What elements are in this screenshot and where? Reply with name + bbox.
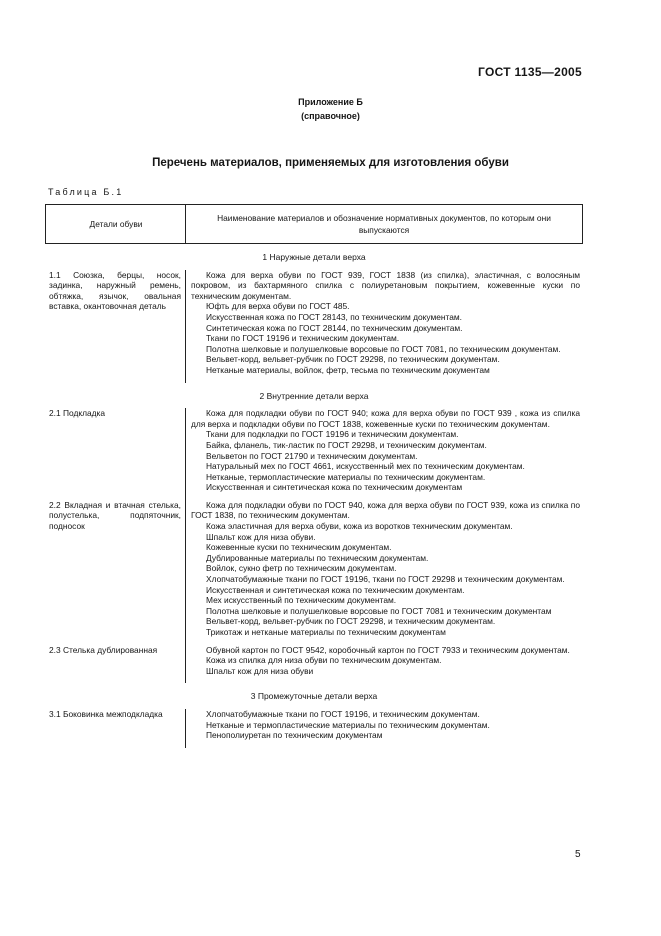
materials-cell: [185, 709, 583, 741]
section-heading: 3 Промежуточные детали верха: [45, 683, 583, 709]
material-item: Кожа для верха обуви по ГОСТ 939, ГОСТ 1838 (из спилка), эластичная, с волосяным покровом, из бахтармяного спилка с полиуретановым покрытием, кожевенные куски по техническим документам.: [191, 269, 580, 301]
column-header-materials-line: выпускаются: [358, 225, 410, 235]
material-item: Вельвет-корд, вельвет-рубчик по ГОСТ 29298, по техническим документам.: [206, 354, 500, 365]
part-name: 2.3 Стелька дублированная: [49, 644, 158, 655]
material-item: Нетканые и термопластические материалы по техническим документам.: [206, 719, 490, 730]
material-item: Ткани для подкладки по ГОСТ 19196 и техническим документам.: [206, 429, 459, 440]
material-item: Шпальт кож для низа обуви: [206, 665, 314, 676]
material-item: Пенополиуретан по техническим документам: [206, 730, 383, 741]
material-item: Натуральный мех по ГОСТ 4661, искусственный мех по техническим документам.: [206, 461, 525, 472]
material-item: Войлок, сукно фетр по техническим документам.: [206, 563, 397, 574]
column-header-materials-line: Наименование материалов и обозначение нормативных документов, по которым они: [217, 213, 551, 223]
material-item: Юфть для верха обуви по ГОСТ 485.: [206, 301, 350, 312]
material-item: Ткани по ГОСТ 19196 и техническим документам.: [206, 333, 400, 344]
table-row: [45, 645, 583, 677]
materials-cell: [185, 408, 583, 493]
materials-table: [45, 204, 583, 748]
material-item: Шпальт кож для низа обуви.: [206, 531, 316, 542]
materials-cell: [185, 500, 583, 638]
table-row: [45, 709, 583, 741]
material-item: Кожа из спилка для низа обуви по техническим документам.: [206, 655, 442, 666]
part-name: 3.1 Боковинка межподкладка: [49, 708, 163, 719]
material-item: Кожа для подкладки обуви по ГОСТ 940; кожа для верха обуви по ГОСТ 939 , кожа из спилка для верха и подкладки обуви по ГОСТ 1838, кожевенные куски по техническим документам.: [191, 408, 580, 429]
document-code: ГОСТ 1135—2005: [478, 65, 582, 79]
material-item: Нетканые, термопластические материалы по техническим документам.: [206, 471, 486, 482]
material-item: Нетканые материалы, войлок, фетр, тесьма по техническим документам: [206, 364, 490, 375]
material-item: Вельвет-корд, вельвет-рубчик по ГОСТ 29298, и техническим документам.: [206, 616, 496, 627]
material-item: Трикотаж и нетканые материалы по техническим документам: [206, 627, 446, 637]
material-item: Дублированные материалы по техническим документам.: [206, 552, 429, 563]
appendix-subtitle: (справочное): [301, 111, 360, 121]
table-caption: Таблица Б.1: [48, 187, 124, 197]
table-header: [45, 205, 583, 244]
column-header-parts-text: Детали обуви: [89, 218, 143, 229]
document-title: Перечень материалов, применяемых для изготовления обуви: [152, 157, 509, 169]
material-item: Кожевенные куски по техническим документам.: [206, 542, 392, 553]
material-item: Хлопчатобумажные ткани по ГОСТ 19196, ткани по ГОСТ 29298 и техническим документам.: [206, 574, 565, 585]
material-item: Обувной картон по ГОСТ 9542, коробочный картон по ГОСТ 7933 и техническим документам.: [206, 644, 570, 655]
page-number: 5: [575, 849, 581, 860]
materials-cell: [185, 645, 583, 677]
material-item: Искусственная и синтетическая кожа по техническим документам: [206, 482, 463, 493]
material-item: Искусственная и синтетическая кожа по техническим документам.: [206, 584, 465, 595]
table-row: [45, 408, 583, 493]
part-name: 1.1 Союзка, берцы, носок, задинка, наружный ремень, обтяжка, язычок, овальная вставка, окантовочная деталь: [49, 269, 181, 312]
materials-cell: [185, 270, 583, 376]
table-row: [45, 500, 583, 638]
material-item: Кожа для подкладки обуви по ГОСТ 940, кожа для верха обуви по ГОСТ 939, кожа из спилка по ГОСТ 1838, по техническим документам.: [191, 499, 580, 521]
column-header-materials: [186, 205, 582, 243]
section-heading: 2 Внутренние детали верха: [45, 383, 583, 409]
table-row: [45, 270, 583, 376]
material-item: Вельветон по ГОСТ 21790 и техническим документам.: [206, 450, 418, 461]
section-heading: 1 Наружные детали верха: [45, 244, 583, 270]
part-name: 2.1 Подкладка: [49, 408, 106, 419]
table-body: [45, 244, 583, 741]
material-item: Хлопчатобумажные ткани по ГОСТ 19196, и техническим документам.: [206, 708, 480, 719]
material-item: Кожа эластичная для верха обуви, кожа из воротков техническим документам.: [206, 521, 513, 532]
material-item: Полотна шелковые и полушелковые ворсовые по ГОСТ 7081, по техническим документам.: [206, 343, 561, 354]
column-header-parts: [46, 205, 186, 243]
material-item: Мех искусственный по техническим документам.: [206, 595, 397, 606]
material-item: Полотна шелковые и полушелковые ворсовые по ГОСТ 7081 и техническим документам: [206, 605, 552, 616]
material-item: Искусственная кожа по ГОСТ 28143, по техническим документам.: [206, 311, 462, 322]
material-item: Синтетическая кожа по ГОСТ 28144, по техническим документам.: [206, 322, 463, 333]
part-name: 2.2 Вкладная и втачная стелька, полустелька, подпяточник, подносок: [49, 499, 181, 532]
appendix-title: Приложение Б: [298, 97, 363, 107]
material-item: Байка, фланель, тик-ластик по ГОСТ 29298, и техническим документам.: [206, 439, 487, 450]
